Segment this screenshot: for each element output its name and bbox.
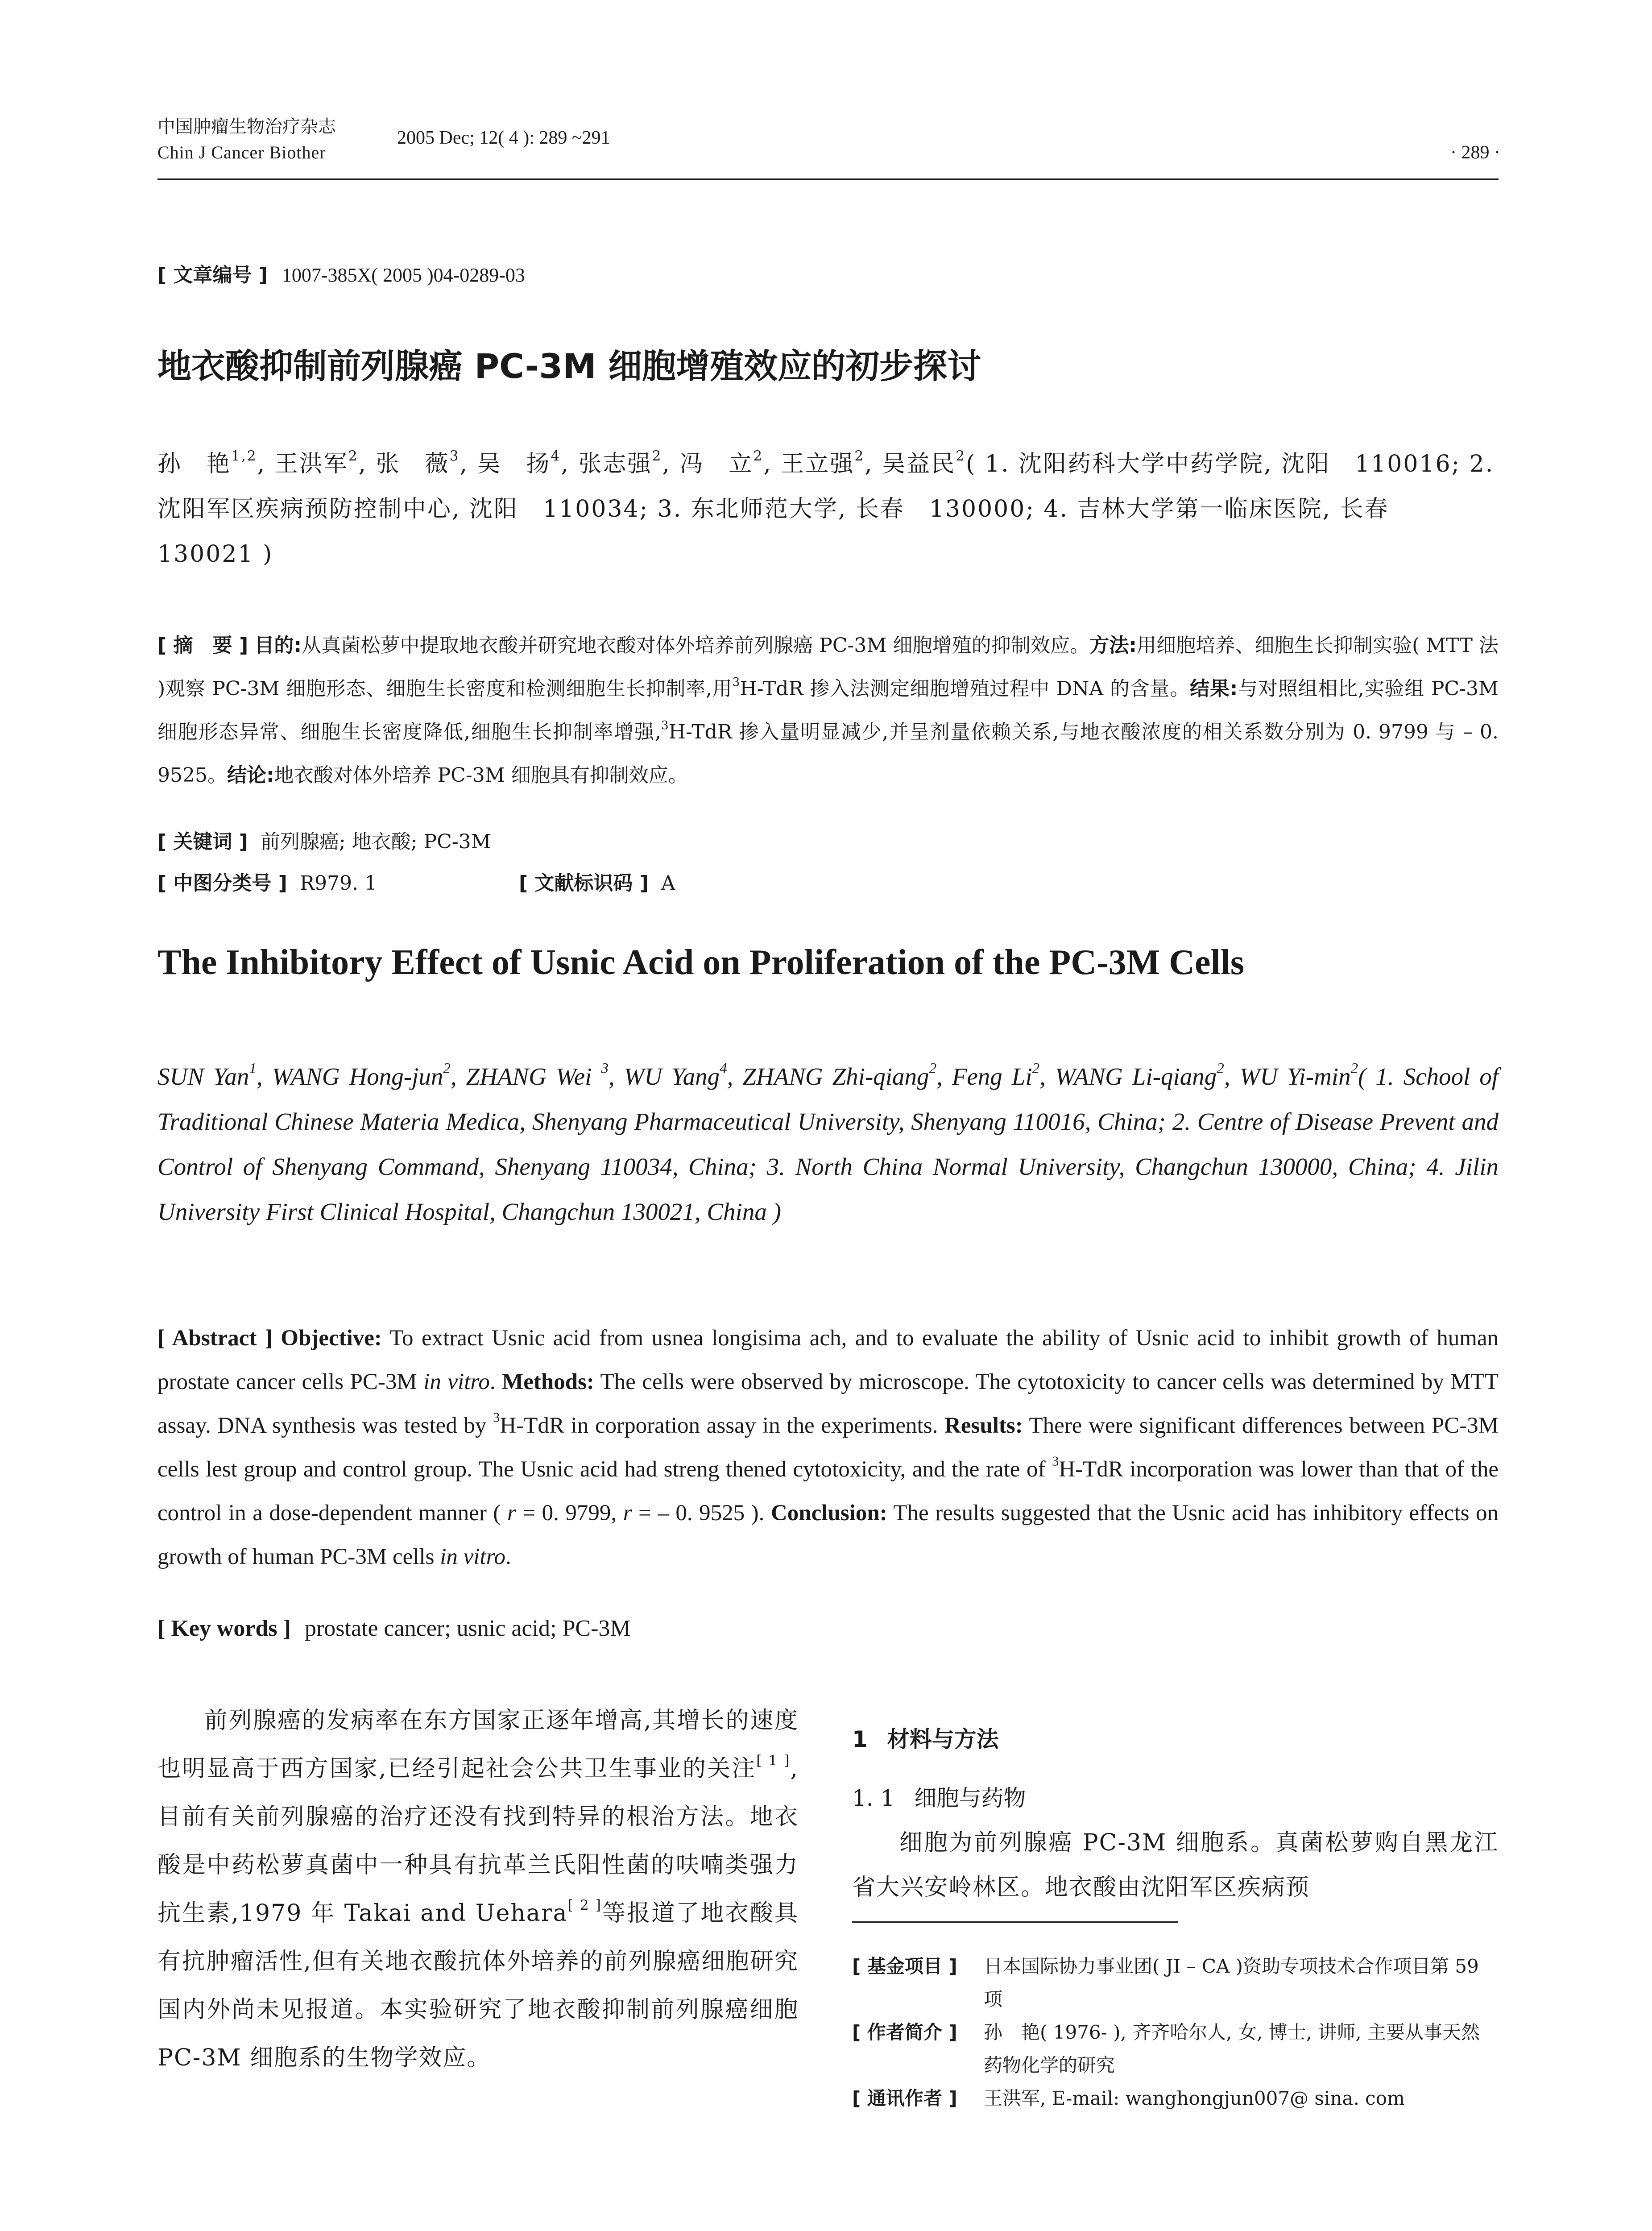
footnote-corresponding [852,2082,1499,2115]
article-id-label: [ 文章编号 ] [157,264,268,286]
results-label: 结果: [1190,677,1238,700]
objective-label: 目的: [254,634,302,657]
results-text: H-TdR 掺入量明显减少,并呈剂量依赖关系,与地衣酸浓度的相关系数分别为 0. 9799 与 – 0. 9525。 [157,721,1499,787]
authors-en: SUN Yan$^1$, WANG Hong-jun$^2$, ZHANG Wei $^3$, WU Yang$^4$, ZHANG Zhi-qiang$^2$, Feng Li$^2$, WANG Li-qiang$^2$, WU $Yi-\min^2$( 1. School of Traditional Chinese Materia Medica, Shenyang Pharmaceutical University, Shenyang 110016, China; 2. Centre of Disease Prevent and Control of Shenyang Command, Shenyang 110034, China; 3. North China Normal University, Changchun 130000, China; 4. Jilin University First Clinical Hospital, Changchun 130021, China ) [157,1060,1499,1225]
footnote-text: 日本国际协力事业团( JI – CA )资助专项技术合作项目第 59 项 [984,1955,1479,2010]
results-text: 与对照组相比,实验组 PC-3M 细胞形态异常、细胞生长密度降低,细胞生长抑制率增强, [157,677,1499,743]
journal-name-en: Chin J Cancer Biother [157,142,326,162]
keywords-en [157,1615,631,1642]
subsection-heading [852,1780,1026,1812]
clc-number [157,867,377,896]
cells-paragraph [852,1820,1499,1910]
author-en: WU $Yi-\min^2$ [1239,1060,1358,1090]
subsection-number: 1. 1 [852,1785,895,1811]
author-en: WANG Li-qiang$^2$ [1055,1060,1224,1090]
results-en-text: = 0. 9799, [522,1501,617,1526]
author-en: WU Yang$^4$ [624,1060,727,1090]
keywords-cn-value: 前列腺癌; 地衣酸; PC-3M [260,830,491,853]
results-en-text: = – 0. 9525 ). [638,1501,765,1526]
footnote-author-bio [852,2016,1499,2082]
author-cn: 王立强$^2$ [781,448,865,477]
author-en: Feng Li$^2$ [952,1060,1040,1090]
methods-en-text: H-TdR in corporation assay in the experiments. [500,1413,938,1438]
abstract-cn-label: [ 摘 要 ] [157,634,248,657]
citation[interactable]: [ 2 ] [567,1897,602,1914]
keywords-en-value: prostate cancer; usnic acid; PC-3M [304,1616,631,1641]
authors-cn: 孙 艳$^{1,2}$, 王洪军$^2$, 张 薇$^3$, 吴 扬$^4$, 张志强$^2$, 冯 立$^2$, 王立强$^2$, 吴益民$^2$( 1. 沈阳药科大学中药学院, 沈阳 110016; 2. 沈阳军区疾病预防控制中心, 沈阳 110034; 3. 东北师范大学, 长春 130000; 4. 吉林大学第一临床医院, 长春 130021 ) [157,448,1495,568]
abstract-en-label: [ Abstract ] [157,1326,273,1351]
results-en-label: Results: [944,1413,1023,1438]
clc-value: R979. 1 [299,872,377,895]
punctuation: . [505,1544,511,1569]
subsection-title: 细胞与药物 [914,1785,1026,1811]
title-cn: 地衣酸抑制前列腺癌 PC-3M 细胞增殖效应的初步探讨 [157,346,981,386]
punctuation: . [489,1369,496,1394]
correlation-symbol: r [507,1501,516,1526]
intro-text: 等报道了地衣酸具有抗肿瘤活性,但有关地衣酸抗体外培养的前列腺癌细胞研究国内外尚未见报道。本实验研究了地衣酸抑制前列腺癌细胞 PC-3M 细胞系的生物学效应。 [157,1900,799,2071]
journal-name-cn: 中国肿瘤生物治疗杂志 [157,116,336,137]
objective-en-italic: in vitro [423,1369,490,1394]
cells-text: 细胞为前列腺癌 PC-3M 细胞系。真菌松萝购自黑龙江省大兴安岭林区。地衣酸由沈阳军区疾病预 [852,1829,1499,1901]
doc-code-value: A [661,872,675,895]
journal-issue: 2005 Dec; 12( 4 ): 289 ~291 [397,128,610,148]
results-en-text: There were significant differences between PC-3M cells lest group and control group. The Usnic acid had streng thened cytotoxicity, and the rate of [157,1413,1499,1482]
superscript: 3 [493,1410,500,1425]
results-en-text: H-TdR incorporation was lower than that of the control in a dose-dependent manner ( [157,1457,1499,1526]
conclusion-en-label: Conclusion: [770,1501,887,1526]
objective-en-label: Objective: [281,1326,382,1351]
keywords-cn-label: [ 关键词 ] [157,830,248,853]
superscript: 3 [1052,1453,1059,1469]
author-cn: 吴益民$^2$ [882,448,966,477]
doc-code-label: [ 文献标识码 ] [519,872,649,895]
superscript: 3 [732,675,740,689]
footnote-label: [ 作者简介 ] [852,2021,957,2043]
section-number: 1 [852,1726,868,1752]
abstract-en [157,1316,1499,1579]
conclusion-text: 地衣酸对体外培养 PC-3M 细胞具有抑制效应。 [274,764,688,787]
methods-en-label: Methods: [502,1369,594,1394]
intro-text: 前列腺癌的发病率在东方国家正逐年增高,其增长的速度也明显高于西方国家,已经引起社会公共卫生事业的关注 [157,1707,799,1782]
clc-label: [ 中图分类号 ] [157,872,287,895]
article-id-value: 1007-385X( 2005 )04-0289-03 [282,264,525,286]
conclusion-en-italic: in vitro [440,1544,506,1569]
footnote-label: [ 基金项目 ] [852,1955,957,1977]
author-cn: 王洪军$^2$ [274,448,359,477]
conclusion-en-text: The results suggested that the Usnic acid has inhibitory effects on growth of human PC-3M cells [157,1501,1499,1569]
title-en: The Inhibitory Effect of Usnic Acid on Proliferation of the PC-3M Cells [157,943,1245,982]
author-cn: 孙 艳$^{1,2}$ [157,448,257,477]
correlation-symbol: r [623,1501,632,1526]
author-en: WANG Hong-jun$^2$ [272,1060,451,1090]
section-heading [852,1721,999,1754]
author-cn: 张志强$^2$ [578,448,662,477]
keywords-en-label: [ Key words ] [157,1616,291,1641]
footnotes [852,1950,1499,2115]
author-cn: 吴 扬$^4$ [477,448,561,477]
intro-text: ,目前有关前列腺癌的治疗还没有找到特异的根治方法。地衣酸是中药松萝真菌中一种具有抗革兰氏阳性菌的呋喃类强力抗生素,1979 年 Takai and Uehara [157,1755,799,1927]
header-divider [157,178,1499,180]
section-title: 材料与方法 [887,1726,999,1752]
methods-text: H-TdR 掺入法测定细胞增殖过程中 DNA 的含量。 [740,677,1190,700]
page-number: · 289 · [1450,142,1500,163]
footnote-label: [ 通讯作者 ] [852,2087,957,2109]
author-en: ZHANG Zhi-qiang$^2$ [742,1060,937,1090]
footnote-divider [852,1921,1178,1923]
article-id [157,259,525,287]
superscript: 3 [661,718,669,732]
methods-en-text: The cells were observed by microscope. The cytotoxicity to cancer cells was determined by MTT assay. DNA synthesis was tested by [157,1369,1499,1438]
abstract-cn [157,624,1499,797]
conclusion-label: 结论: [227,764,274,787]
footnote-text[interactable]: 王洪军, E-mail: wanghongjun007@ sina. com [984,2087,1405,2109]
author-cn: 冯 立$^2$ [679,448,764,477]
affiliations-cn: ( 1. 沈阳药科大学中药学院, 沈阳 110016; 2. 沈阳军区疾病预防控制中心, 沈阳 110034; 3. 东北师范大学, 长春 130000; 4. 吉林大学第一临床医院, 长春 130021 ) [157,451,1495,568]
affiliations-en: ( 1. School of Traditional Chinese Materia Medica, Shenyang Pharmaceutical University, Shenyang 110016, China; 2. Centre of Disease Prevent and Control of Shenyang Command, Shenyang 110034, China; 3. North China Normal University, Changchun 130000, China; 4. Jilin University First Clinical Hospital, Changchun 130021, China ) [157,1063,1499,1225]
document-code [519,867,675,896]
footnote-text: 孙 艳( 1976- ), 齐齐哈尔人, 女, 博士, 讲师, 主要从事天然药物化学的研究 [984,2021,1480,2076]
keywords-cn [157,825,491,854]
intro-paragraph [157,1696,799,2082]
classification-row [157,867,1499,898]
methods-label: 方法: [1089,634,1137,657]
objective-en-text: To extract Usnic acid from usnea longisima ach, and to evaluate the ability of Usnic acid to inhibit growth of human prostate cancer cells PC-3M [157,1326,1499,1394]
author-en: ZHANG Wei $^3$ [466,1060,609,1090]
footnote-funding [852,1950,1499,2016]
author-cn: 张 薇$^3$ [376,448,460,477]
methods-text: 用细胞培养、细胞生长抑制实验( MTT 法 )观察 PC-3M 细胞形态、细胞生长密度和检测细胞生长抑制率,用 [157,634,1499,700]
objective-text: 从真菌松萝中提取地衣酸并研究地衣酸对体外培养前列腺癌 PC-3M 细胞增殖的抑制效应。 [302,634,1090,657]
author-en: SUN Yan$^1$ [157,1060,257,1090]
citation[interactable]: [ 1 ] [756,1753,791,1769]
